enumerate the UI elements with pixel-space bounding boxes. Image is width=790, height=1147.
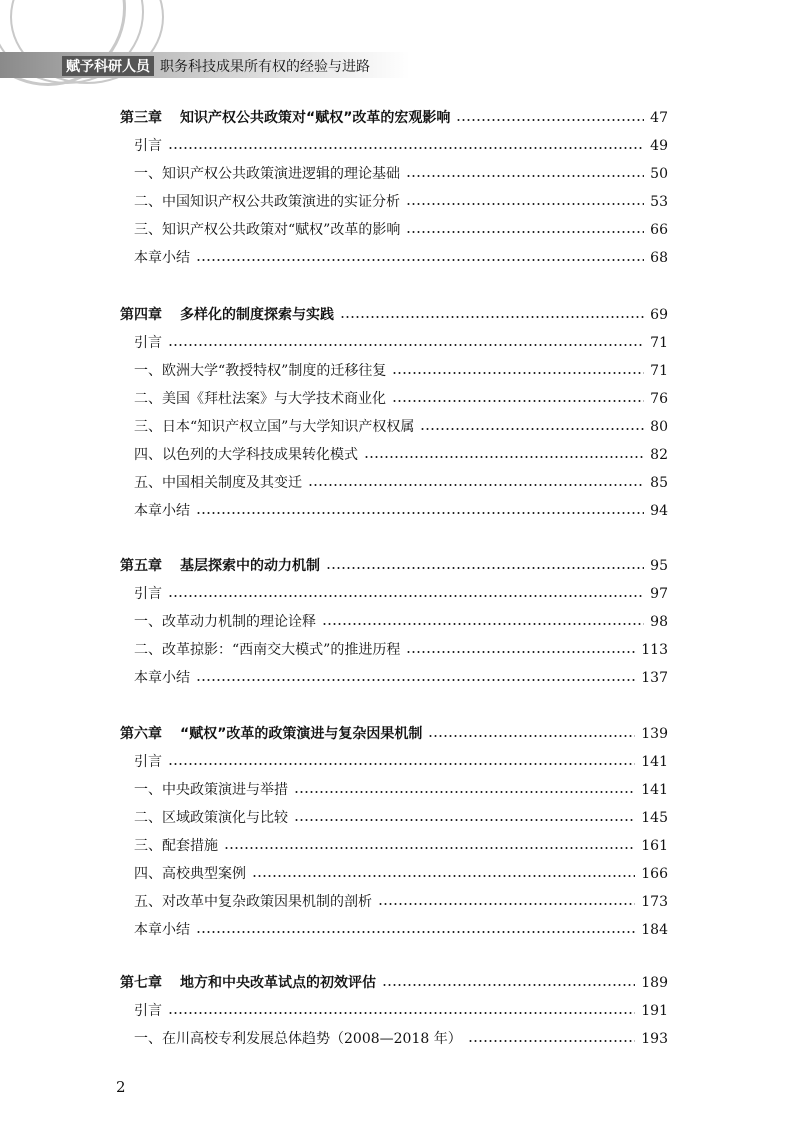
section-entry[interactable] [134, 806, 668, 830]
section-title: 一、知识产权公共政策演进逻辑的理论基础 [134, 166, 400, 182]
chapter-entry[interactable] [120, 722, 668, 746]
section-page-number: 113 [641, 642, 668, 658]
section-page-number: 193 [641, 1031, 668, 1047]
section-page-number: 191 [641, 1003, 668, 1019]
leader-dots [392, 400, 644, 402]
chapter-page-number: 47 [650, 110, 668, 126]
chapter-entry[interactable] [120, 971, 668, 995]
chapter-title: 知识产权公共政策对“赋权”改革的宏观影响 [180, 110, 451, 126]
section-page-number: 71 [650, 335, 668, 351]
section-entry[interactable] [134, 246, 668, 270]
leader-dots [168, 1012, 635, 1014]
section-page-number: 49 [650, 138, 668, 154]
chapter-number: 第六章 [120, 726, 162, 742]
section-title: 三、配套措施 [134, 838, 218, 854]
section-title: 本章小结 [134, 250, 190, 266]
section-entry[interactable] [134, 890, 668, 914]
leader-dots [456, 119, 644, 121]
section-title: 三、知识产权公共政策对“赋权”改革的影响 [134, 222, 401, 238]
leader-dots [308, 484, 644, 486]
section-title: 本章小结 [134, 922, 190, 938]
section-entry[interactable] [134, 778, 668, 802]
leader-dots [168, 763, 635, 765]
leader-dots [406, 651, 635, 653]
section-page-number: 173 [641, 894, 668, 910]
section-entry[interactable] [134, 162, 668, 186]
leader-dots [322, 623, 644, 625]
section-entry[interactable] [134, 134, 668, 158]
chapter-entry[interactable] [120, 106, 668, 130]
section-title: 一、改革动力机制的理论诠释 [134, 614, 316, 630]
section-page-number: 53 [650, 194, 668, 210]
leader-dots [364, 456, 644, 458]
section-entry[interactable] [134, 1027, 668, 1051]
section-entry[interactable] [134, 218, 668, 242]
section-page-number: 68 [650, 250, 668, 266]
section-title: 二、中国知识产权公共政策演进的实证分析 [134, 194, 400, 210]
section-title: 一、中央政策演进与举措 [134, 782, 288, 798]
section-page-number: 145 [641, 810, 668, 826]
chapter-title: 基层探索中的动力机制 [180, 558, 320, 574]
chapter-number: 第五章 [120, 558, 162, 574]
section-entry[interactable] [134, 359, 668, 383]
leader-dots [392, 372, 644, 374]
page-number: 2 [116, 1078, 126, 1096]
section-entry[interactable] [134, 638, 668, 662]
section-page-number: 98 [650, 614, 668, 630]
section-title: 本章小结 [134, 670, 190, 686]
section-title: 五、对改革中复杂政策因果机制的剖析 [134, 894, 372, 910]
section-title: 三、日本“知识产权立国”与大学知识产权权属 [134, 419, 415, 435]
section-entry[interactable] [134, 610, 668, 634]
section-page-number: 166 [641, 866, 668, 882]
section-page-number: 141 [641, 754, 668, 770]
chapter-page-number: 95 [650, 558, 668, 574]
leader-dots [378, 903, 635, 905]
section-entry[interactable] [134, 387, 668, 411]
leader-dots [196, 931, 635, 933]
chapter-number: 第七章 [120, 975, 162, 991]
section-page-number: 161 [641, 838, 668, 854]
leader-dots [196, 259, 644, 261]
leader-dots [196, 679, 635, 681]
section-title: 一、在川高校专利发展总体趋势（2008—2018 年） [134, 1031, 462, 1047]
leader-dots [294, 819, 635, 821]
section-page-number: 184 [641, 922, 668, 938]
leader-dots [196, 512, 644, 514]
leader-dots [326, 567, 644, 569]
section-page-number: 71 [650, 363, 668, 379]
section-page-number: 82 [650, 447, 668, 463]
section-title: 引言 [134, 754, 162, 770]
section-entry[interactable] [134, 331, 668, 355]
leader-dots [406, 175, 644, 177]
section-title: 引言 [134, 1003, 162, 1019]
book-subtitle: 职务科技成果所有权的经验与进路 [160, 59, 370, 75]
section-page-number: 94 [650, 503, 668, 519]
section-entry[interactable] [134, 834, 668, 858]
section-entry[interactable] [134, 471, 668, 495]
section-title: 引言 [134, 335, 162, 351]
leader-dots [340, 316, 644, 318]
leader-dots [168, 595, 644, 597]
section-entry[interactable] [134, 918, 668, 942]
section-title: 一、欧洲大学“教授特权”制度的迁移往复 [134, 363, 387, 379]
section-entry[interactable] [134, 499, 668, 523]
section-entry[interactable] [134, 443, 668, 467]
chapter-title: 多样化的制度探索与实践 [180, 307, 334, 323]
section-entry[interactable] [134, 750, 668, 774]
section-page-number: 141 [641, 782, 668, 798]
chapter-page-number: 69 [650, 307, 668, 323]
chapter-title: “赋权”改革的政策演进与复杂因果机制 [180, 726, 423, 742]
section-title: 本章小结 [134, 503, 190, 519]
section-page-number: 85 [650, 475, 668, 491]
section-entry[interactable] [134, 666, 668, 690]
section-page-number: 97 [650, 586, 668, 602]
section-title: 引言 [134, 138, 162, 154]
chapter-page-number: 189 [641, 975, 668, 991]
leader-dots [468, 1040, 636, 1042]
leader-dots [382, 984, 635, 986]
section-title: 四、高校典型案例 [134, 866, 246, 882]
chapter-number: 第三章 [120, 110, 162, 126]
section-title: 四、以色列的大学科技成果转化模式 [134, 447, 358, 463]
leader-dots [224, 847, 635, 849]
leader-dots [168, 344, 644, 346]
chapter-number: 第四章 [120, 307, 162, 323]
chapter-page-number: 139 [641, 726, 668, 742]
chapter-entry[interactable] [120, 554, 668, 578]
section-page-number: 80 [650, 419, 668, 435]
section-entry[interactable] [134, 862, 668, 886]
section-page-number: 50 [650, 166, 668, 182]
chapter-entry[interactable] [120, 303, 668, 327]
section-title: 引言 [134, 586, 162, 602]
section-title: 二、美国《拜杜法案》与大学技术商业化 [134, 391, 386, 407]
section-entry[interactable] [134, 190, 668, 214]
leader-dots [294, 791, 635, 793]
book-title: 赋予科研人员 [62, 56, 154, 76]
section-title: 二、改革掠影：“西南交大模式”的推进历程 [134, 642, 401, 658]
leader-dots [428, 735, 635, 737]
section-page-number: 66 [650, 222, 668, 238]
section-entry[interactable] [134, 999, 668, 1023]
leader-dots [168, 147, 644, 149]
leader-dots [420, 428, 644, 430]
chapter-title: 地方和中央改革试点的初效评估 [180, 975, 376, 991]
section-entry[interactable] [134, 415, 668, 439]
leader-dots [252, 875, 635, 877]
section-page-number: 76 [650, 391, 668, 407]
section-page-number: 137 [641, 670, 668, 686]
section-title: 五、中国相关制度及其变迁 [134, 475, 302, 491]
section-entry[interactable] [134, 582, 668, 606]
leader-dots [406, 231, 644, 233]
leader-dots [406, 203, 644, 205]
section-title: 二、区域政策演化与比较 [134, 810, 288, 826]
